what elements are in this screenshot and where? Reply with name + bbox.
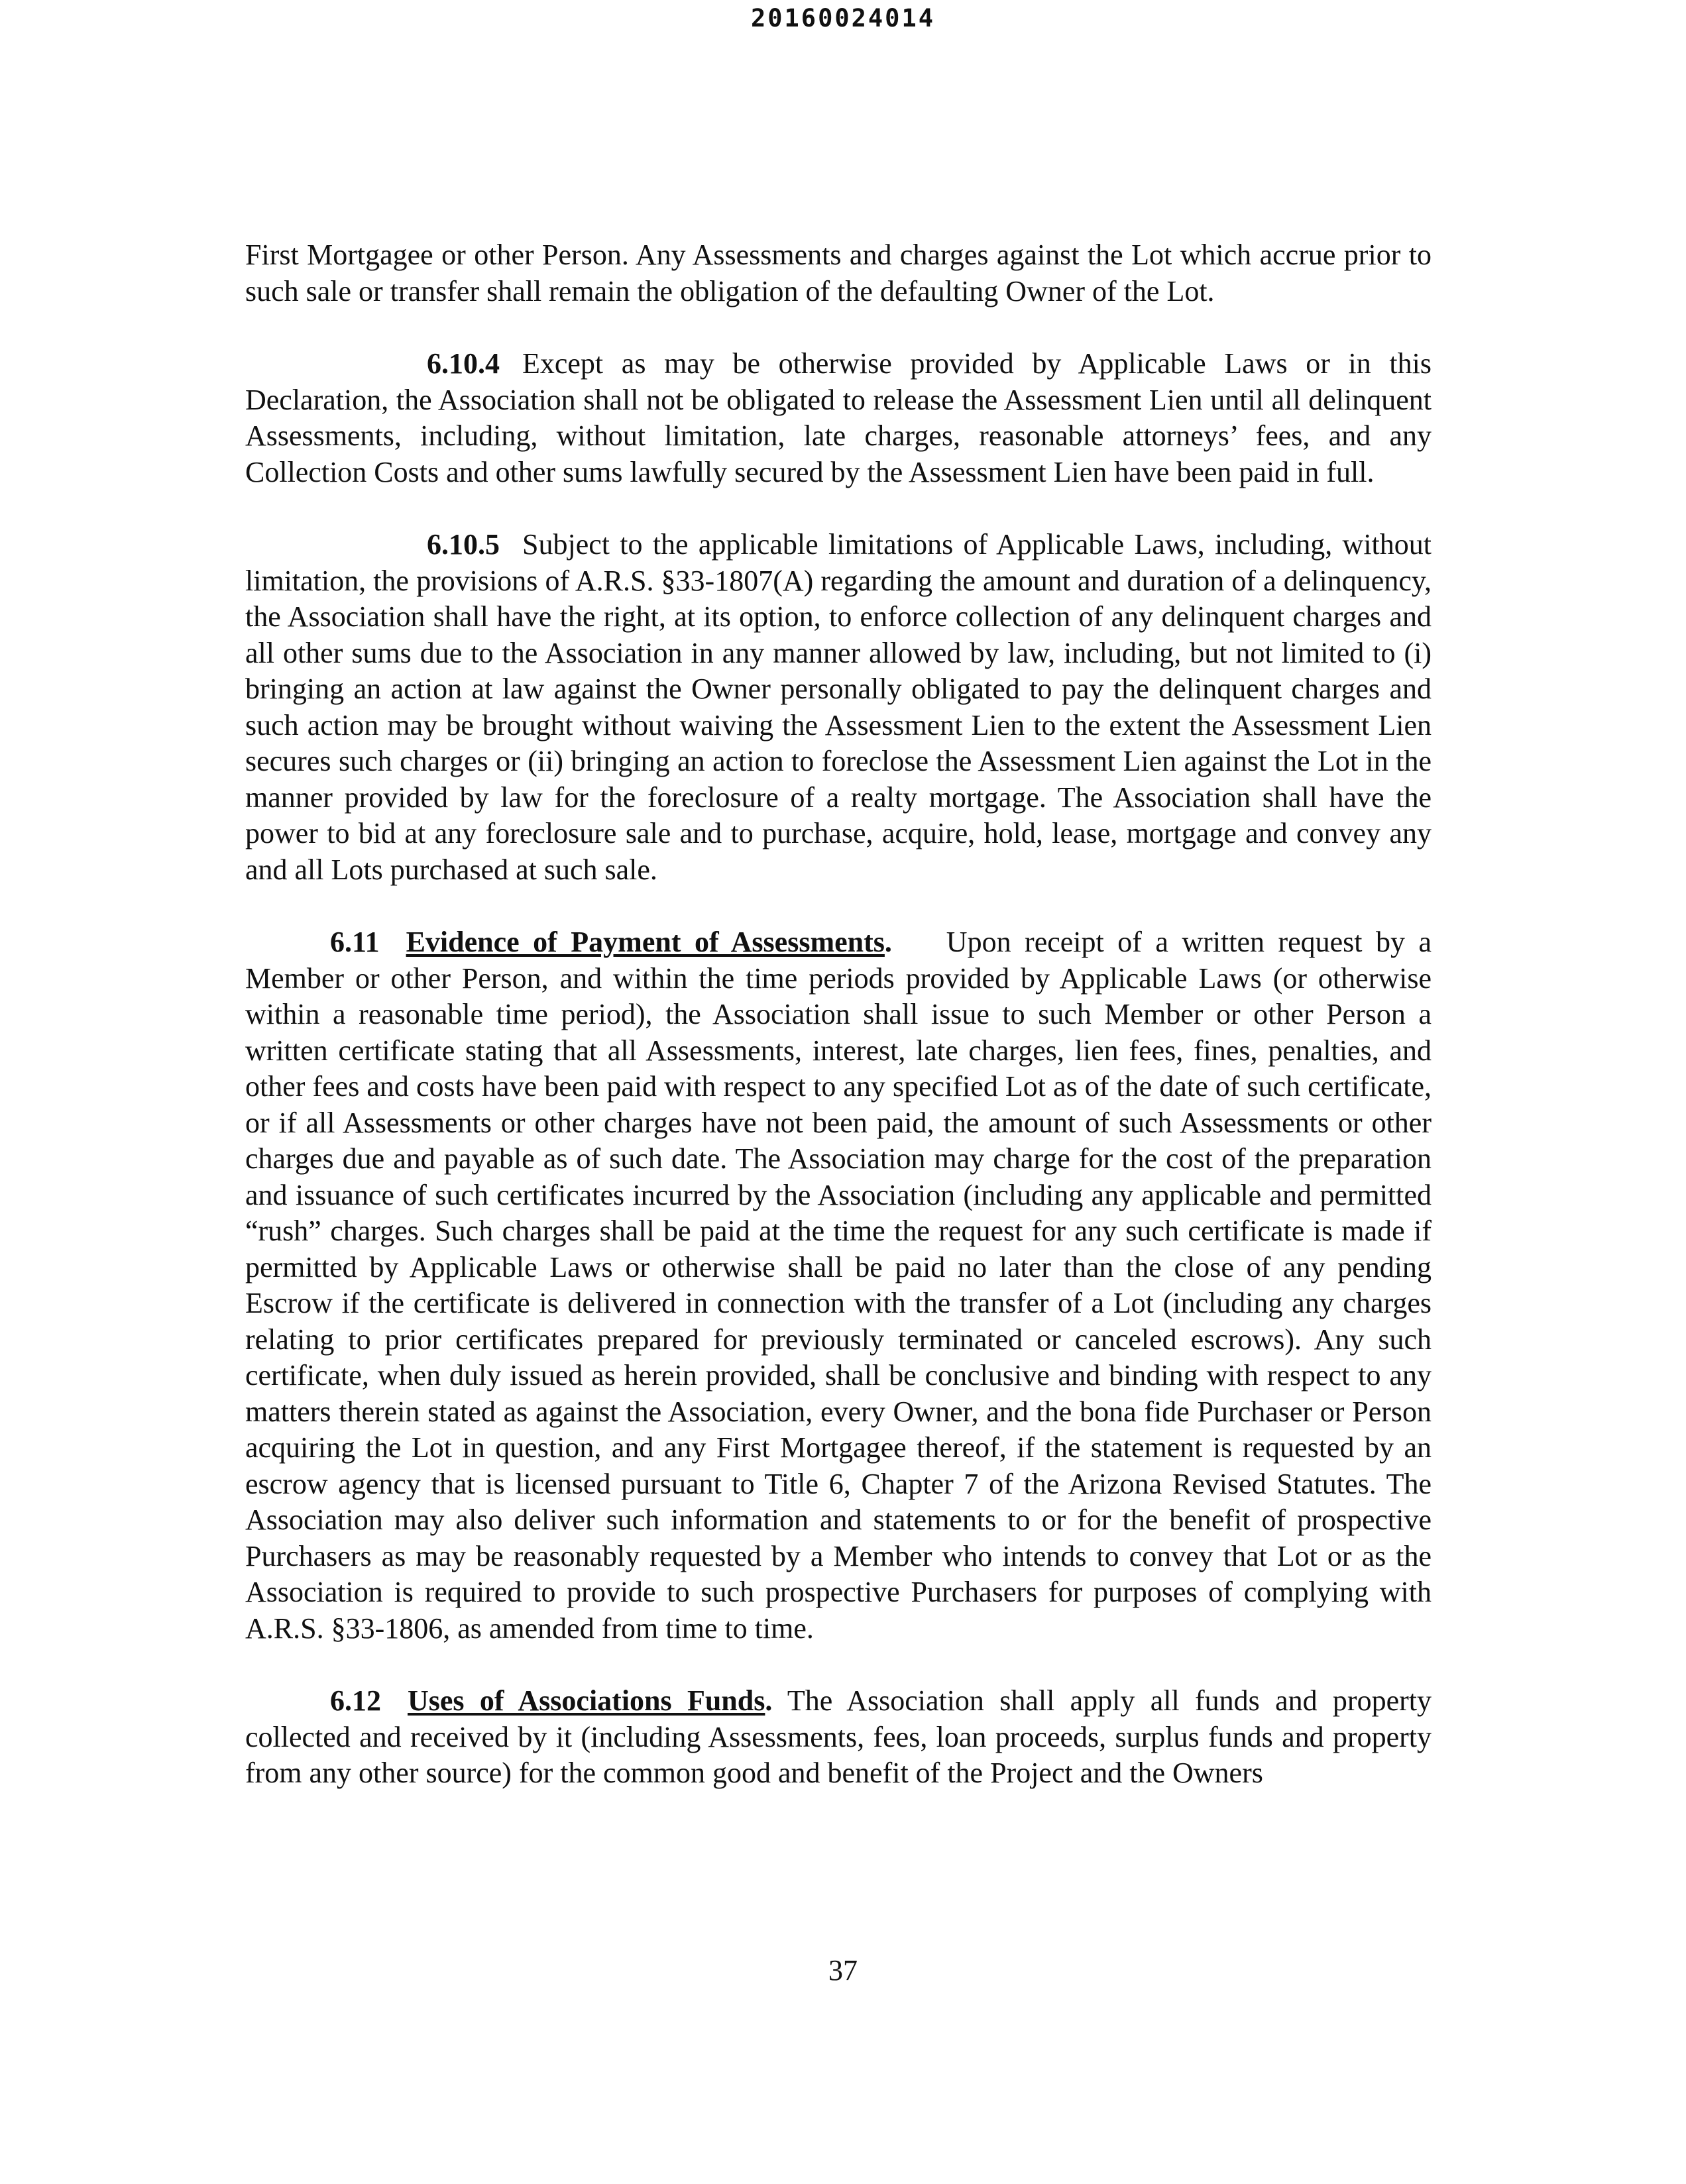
continuation-paragraph bbox=[245, 237, 1432, 309]
section-text: The Association shall apply all funds and property collected and received by it (including Assessments, fees, loan proceeds, surplus funds and property from any other source) for the common good and benefit of the Project and the Owners bbox=[245, 1684, 1432, 1789]
section-text: Upon receipt of a written request by a Member or other Person, and within the time periods provided by Applicable Laws (or otherwise within a reasonable time period), the Association shall issue to such Member or other Person a written certificate stating that all Assessments, interest, late charges, lien fees, fines, penalties, and other fees and costs have been paid with respect to any specified Lot as of the date of such certificate, or if all Assessments or other charges have not been paid, the amount of such Assessments or other charges due and payable as of such date. The Association may charge for the cost of the preparation and issuance of such certificates incurred by the Association (including any applicable and permitted “rush” charges. Such charges shall be paid at the time the request for any such certificate is made if permitted by Applicable Laws or otherwise shall be paid no later than the close of any pending Escrow if the certificate is delivered in connection with the transfer of a Lot (including any charges relating to prior certificates prepared for previously terminated or canceled escrows). Any such certificate, when duly issued as herein provided, shall be conclusive and binding with respect to any matters therein stated as against the Association, every Owner, and the bona fide Purchaser or Person acquiring the Lot in question, and any First Mortgagee thereof, if the statement is requested by an escrow agency that is licensed pursuant to Title 6, Chapter 7 of the Arizona Revised Statutes. The Association may also deliver such information and statements to or for the benefit of prospective Purchasers as may be reasonably requested by a Member who intends to convey that Lot or as the Association is required to provide to such prospective Purchasers for purposes of complying with A.R.S. §33-1806, as amended from time to time. bbox=[245, 926, 1432, 1645]
section-6-10-5 bbox=[245, 527, 1432, 888]
document-number: 20160024014 bbox=[750, 4, 936, 32]
section-6-12: 6.12 Uses of Associations Funds. The Association shall apply all funds and property collected and received by it (including Assessments, fees, loan proceeds, surplus funds and property from any other source) for the common good and benefit of the Project and the Owners bbox=[245, 1684, 1432, 1789]
section-number: 6.10.5 bbox=[427, 528, 500, 561]
section-number: 6.10.4 bbox=[427, 347, 500, 380]
continuation-text: First Mortgagee or other Person. Any Assessments and charges against the Lot which accrue prior to such sale or transfer shall remain the obligation of the defaulting Owner of the Lot. bbox=[245, 239, 1432, 307]
section-number: 6.12 bbox=[330, 1684, 381, 1717]
section-title: Evidence of Payment of Assessments bbox=[406, 926, 885, 958]
section-6-10-4 bbox=[245, 346, 1432, 490]
section-text: Subject to the applicable limitations of Applicable Laws, including, without limitation, the provisions of A.R.S. §33-1807(A) regarding the amount and duration of a delinquency, the Association shall have the right, at its option, to enforce collection of any delinquent charges and all other sums due to the Association in any manner allowed by law, including, but not limited to (i) bringing an action at law against the Owner personally obligated to pay the delinquent charges and such action may be brought without waiving the Assessment Lien to the extent the Assessment Lien secures such charges or (ii) bringing an action to foreclose the Assessment Lien against the Lot in the manner provided by law for the foreclosure of a realty mortgage. The Association shall have the power to bid at any foreclosure sale and to purchase, acquire, hold, lease, mortgage and convey any and all Lots purchased at such sale. bbox=[245, 528, 1432, 886]
section-6-11: 6.11 Evidence of Payment of Assessments. Upon receipt of a written request by a Member or other Person, and within the time periods provided by Applicable Laws (or otherwise within a reasonable time period), the Association shall issue to such Member or other Person a written certificate stating that all Assessments, interest, late charges, lien fees, fines, penalties, and other fees and costs have been paid with respect to any specified Lot as of the date of such certificate, or if all Assessments or other charges have not been paid, the amount of such Assessments or other charges due and payable as of such date. The Association may charge for the cost of the preparation and issuance of such certificates incurred by the Association (including any applicable and permitted “rush” charges. Such charges shall be paid at the time the request for any such certificate is made if permitted by Applicable Laws or otherwise shall be paid no later than the close of any pending Escrow if the certificate is delivered in connection with the transfer of a Lot (including any charges relating to prior certificates prepared for previously terminated or canceled escrows). Any such certificate, when duly issued as herein provided, shall be conclusive and binding with respect to any matters therein stated as against the Association, every Owner, and the bona fide Purchaser or Person acquiring the Lot in question, and any First Mortgagee thereof, if the statement is requested by an escrow agency that is licensed pursuant to Title 6, Chapter 7 of the Arizona Revised Statutes. The Association may also deliver such information and statements to or for the benefit of prospective Purchasers as may be reasonably requested by a Member who intends to convey that Lot or as the Association is required to provide to such prospective Purchasers for purposes of complying with A.R.S. §33-1806, as amended from time to time. bbox=[245, 926, 1432, 1645]
section-text: Except as may be otherwise provided by Applicable Laws or in this Declaration, the Association shall not be obligated to release the Assessment Lien until all delinquent Assessments, including, without limitation, late charges, reasonable attorneys’ fees, and any Collection Costs and other sums lawfully secured by the Assessment Lien have been paid in full. bbox=[245, 347, 1432, 488]
page-body bbox=[245, 237, 1432, 1828]
section-title: Uses of Associations Funds bbox=[408, 1684, 765, 1717]
section-number: 6.11 bbox=[330, 926, 380, 958]
page-number: 37 bbox=[828, 1954, 858, 1987]
